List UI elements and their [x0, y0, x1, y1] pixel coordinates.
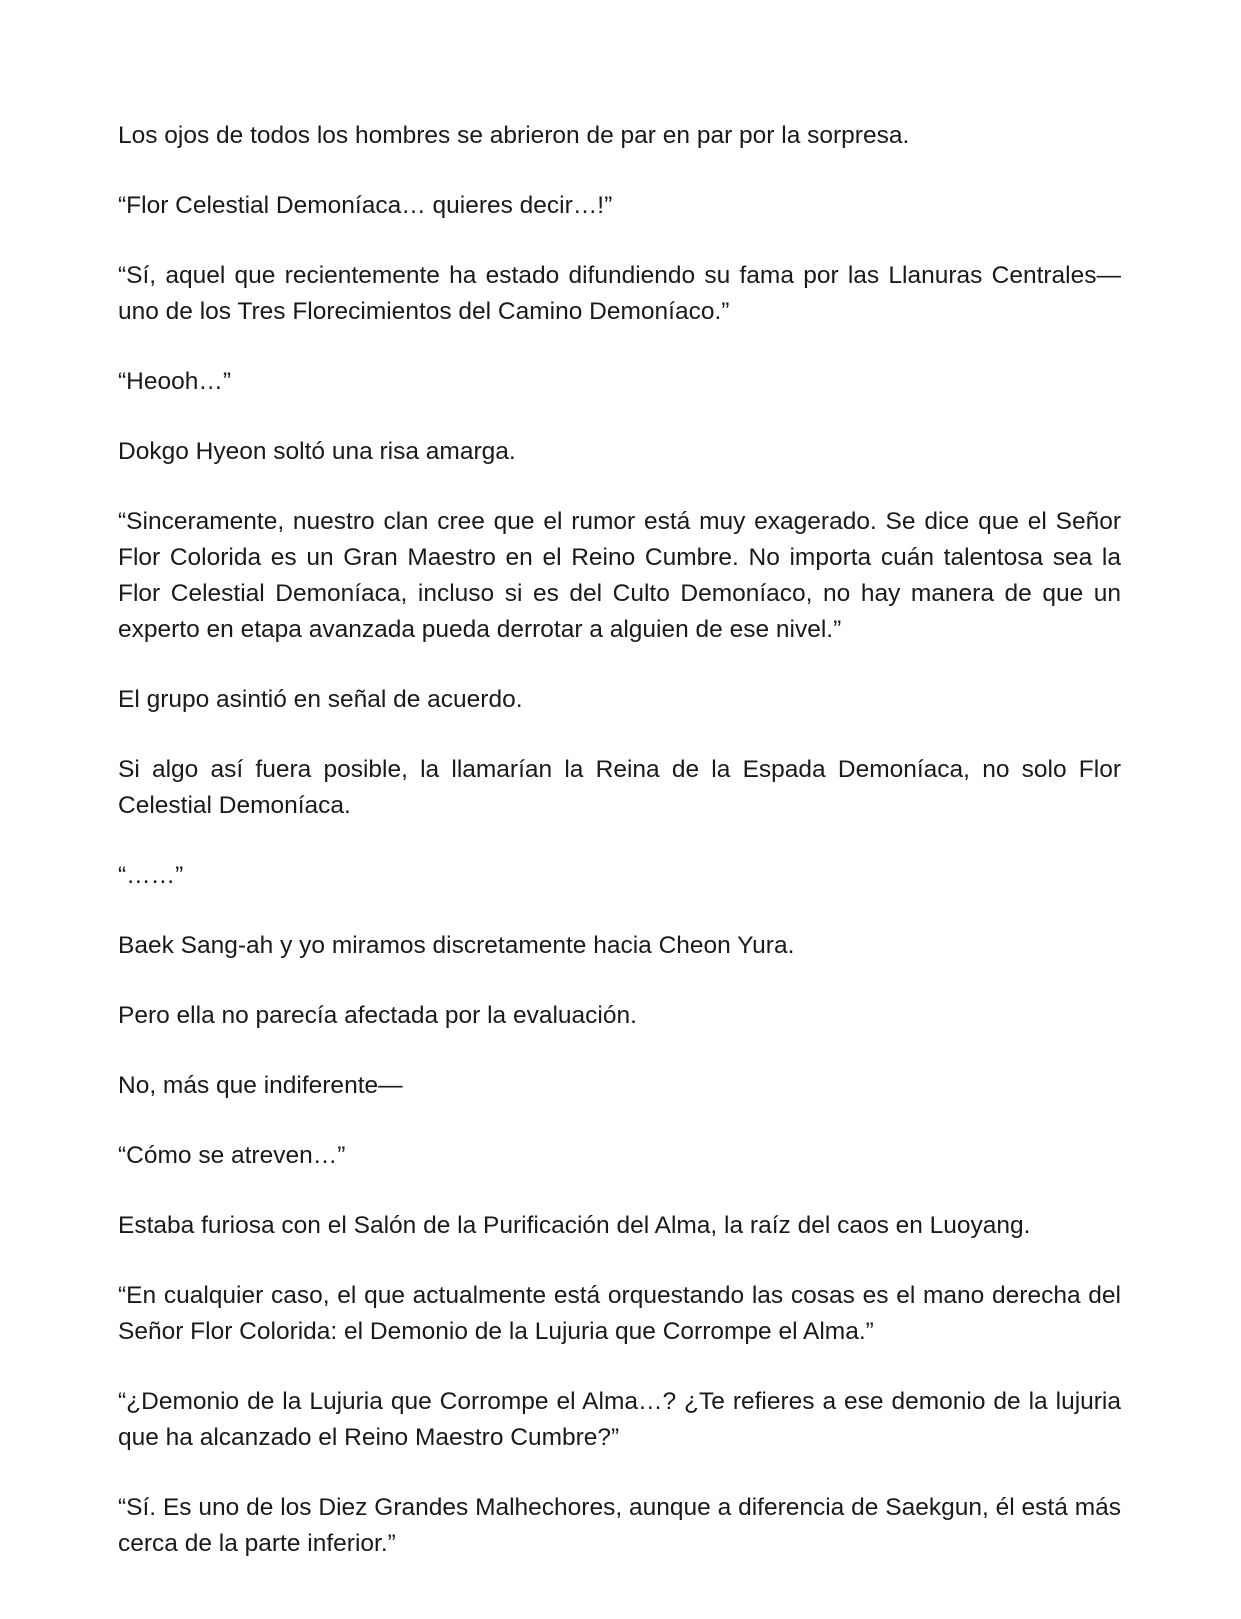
- paragraph-4: “Heooh…”: [118, 368, 232, 395]
- paragraph-11: Pero ella no parecía afectada por la evaluación.: [118, 1002, 637, 1029]
- paragraph-12: No, más que indiferente—: [118, 1072, 403, 1099]
- paragraph-1: Los ojos de todos los hombres se abrieron de par en par por la sorpresa.: [118, 122, 910, 149]
- paragraph-13: “Cómo se atreven…”: [118, 1142, 346, 1169]
- paragraph-16: “¿Demonio de la Lujuria que Corrompe el Alma…? ¿Te refieres a ese demonio de la lujuria que ha alcanzado el Reino Maestro Cumbre?”: [118, 1388, 1121, 1451]
- paragraph-8: Si algo así fuera posible, la llamarían la Reina de la Espada Demoníaca, no solo Flor Celestial Demoníaca.: [118, 756, 1121, 819]
- document-page: [118, 118, 1121, 1596]
- paragraph-14: Estaba furiosa con el Salón de la Purificación del Alma, la raíz del caos en Luoyang.: [118, 1212, 1031, 1239]
- paragraph-3: “Sí, aquel que recientemente ha estado difundiendo su fama por las Llanuras Centrales—uno de los Tres Florecimientos del Camino Demoníaco.”: [118, 262, 1121, 325]
- paragraph-9: “……”: [118, 862, 184, 889]
- paragraph-6: “Sinceramente, nuestro clan cree que el rumor está muy exagerado. Se dice que el Señor Flor Colorida es un Gran Maestro en el Reino Cumbre. No importa cuán talentosa sea la Flor Celestial Demoníaca, incluso si es del Culto Demoníaco, no hay manera de que un experto en etapa avanzada pueda derrotar a alguien de ese nivel.”: [118, 508, 1121, 643]
- paragraph-17: “Sí. Es uno de los Diez Grandes Malhechores, aunque a diferencia de Saekgun, él está más cerca de la parte inferior.”: [118, 1494, 1121, 1557]
- paragraph-2: “Flor Celestial Demoníaca… quieres decir…!”: [118, 192, 613, 219]
- paragraph-5: Dokgo Hyeon soltó una risa amarga.: [118, 438, 516, 465]
- paragraph-10: Baek Sang-ah y yo miramos discretamente hacia Cheon Yura.: [118, 932, 795, 959]
- paragraph-7: El grupo asintió en señal de acuerdo.: [118, 686, 523, 713]
- paragraph-15: “En cualquier caso, el que actualmente está orquestando las cosas es el mano derecha del Señor Flor Colorida: el Demonio de la Lujuria que Corrompe el Alma.”: [118, 1282, 1121, 1345]
